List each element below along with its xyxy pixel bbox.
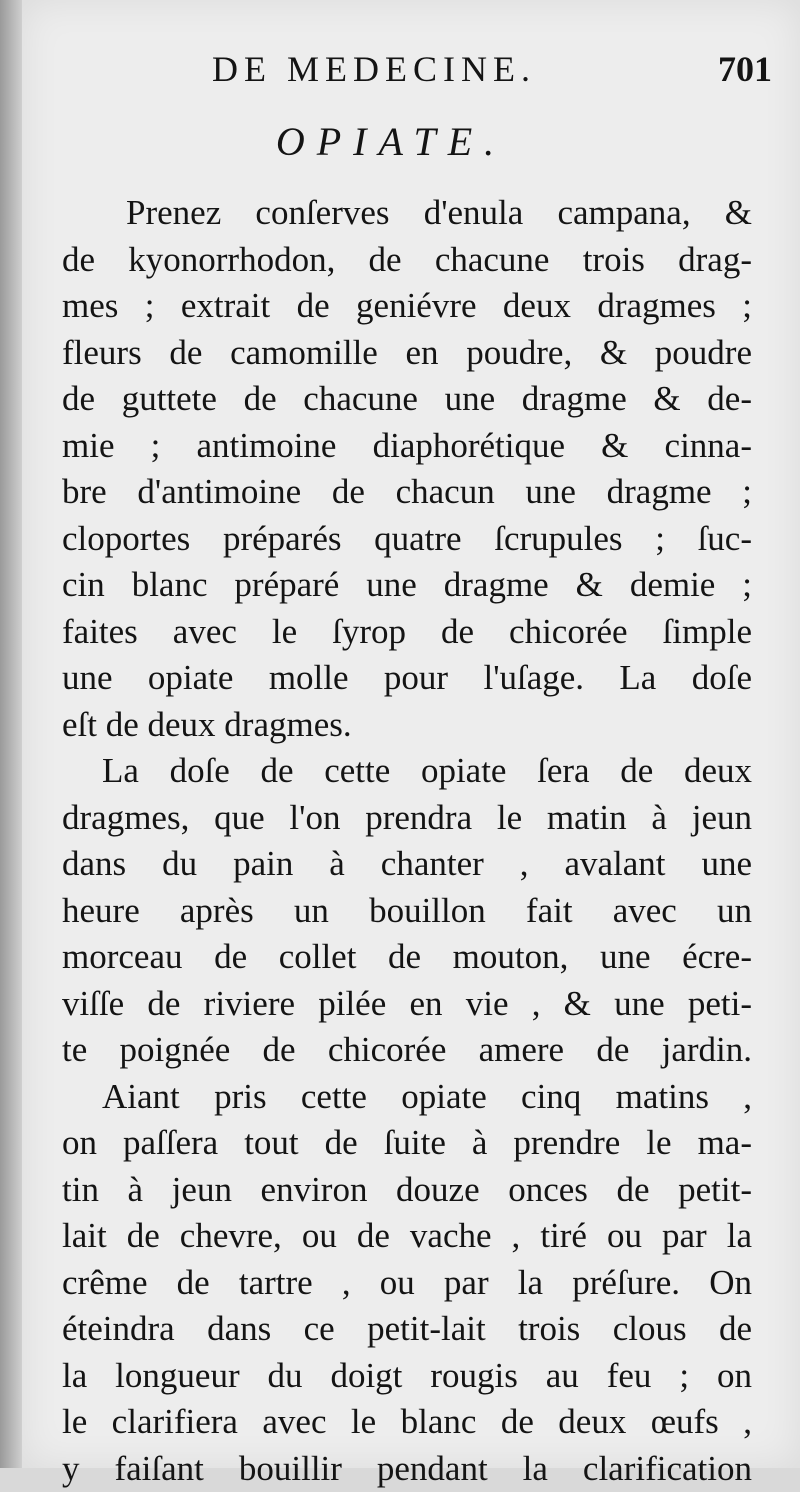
text-line: tin à jeun environ douze onces de petit- bbox=[62, 1167, 752, 1214]
page-number: 701 bbox=[718, 48, 772, 90]
text-line: de guttete de chacune une dragme & de- bbox=[62, 376, 752, 423]
text-line: eſt de deux dragmes. bbox=[62, 702, 752, 749]
running-head bbox=[212, 48, 772, 98]
text-line: cloportes préparés quatre ſcrupules ; ſuc- bbox=[62, 516, 752, 563]
text-line: La doſe de cette opiate ſera de deux bbox=[62, 748, 752, 795]
text-line: cin blanc préparé une dragme & demie ; bbox=[62, 562, 752, 609]
body-text bbox=[62, 190, 752, 1492]
page-edge bbox=[0, 0, 22, 1468]
text-line: y faiſant bouillir pendant la clarification bbox=[62, 1446, 752, 1492]
text-line: de kyonorrhodon, de chacune trois drag- bbox=[62, 237, 752, 284]
running-title: DE MEDECINE. bbox=[212, 48, 536, 90]
text-line: dragmes, que l'on prendra le matin à jeun bbox=[62, 795, 752, 842]
text-line: le clarifiera avec le blanc de deux œufs , bbox=[62, 1399, 752, 1446]
text-line: lait de chevre, ou de vache , tiré ou par la bbox=[62, 1213, 752, 1260]
text-line: heure après un bouillon fait avec un bbox=[62, 888, 752, 935]
section-title: OPIATE. bbox=[22, 118, 800, 165]
text-line: on paſſera tout de ſuite à prendre le ma- bbox=[62, 1120, 752, 1167]
text-line: faites avec le ſyrop de chicorée ſimple bbox=[62, 609, 752, 656]
text-line: mes ; extrait de geniévre deux dragmes ; bbox=[62, 283, 752, 330]
text-line: une opiate molle pour l'uſage. La doſe bbox=[62, 655, 752, 702]
text-line: Prenez conſerves d'enula campana, & bbox=[62, 190, 752, 237]
book-page bbox=[22, 0, 800, 1468]
text-line: crême de tartre , ou par la préſure. On bbox=[62, 1260, 752, 1307]
text-line: mie ; antimoine diaphorétique & cinna- bbox=[62, 423, 752, 470]
text-line: Aiant pris cette opiate cinq matins , bbox=[62, 1074, 752, 1121]
text-line: morceau de collet de mouton, une écre- bbox=[62, 934, 752, 981]
text-line: te poignée de chicorée amere de jardin. bbox=[62, 1027, 752, 1074]
text-line: éteindra dans ce petit-lait trois clous de bbox=[62, 1306, 752, 1353]
text-line: la longueur du doigt rougis au feu ; on bbox=[62, 1353, 752, 1400]
text-line: bre d'antimoine de chacun une dragme ; bbox=[62, 469, 752, 516]
text-line: dans du pain à chanter , avalant une bbox=[62, 841, 752, 888]
text-line: viſſe de riviere pilée en vie , & une peti- bbox=[62, 981, 752, 1028]
text-line: fleurs de camomille en poudre, & poudre bbox=[62, 330, 752, 377]
